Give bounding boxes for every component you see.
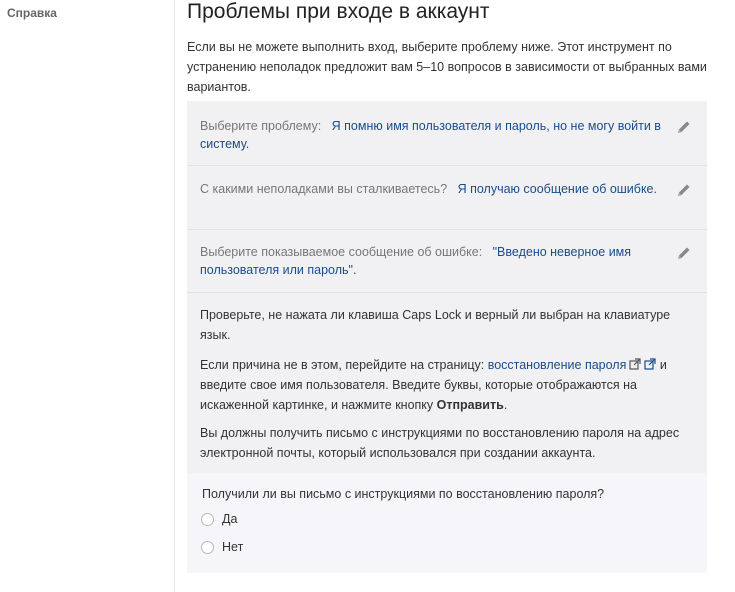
step-3 (200, 243, 670, 279)
step-question: Выберите проблему: (200, 119, 322, 133)
divider (187, 165, 707, 166)
radio-label: Да (222, 512, 238, 526)
radio-button[interactable] (201, 541, 214, 554)
intro-text: Если вы не можете выполнить вход, выберите проблему ниже. Этот инструмент по устранению неполадок предложит вам 5–10 вопросов в зависимости от выбранных вами вариантов. (187, 40, 707, 94)
divider (187, 229, 707, 230)
left-nav (0, 0, 175, 592)
troubleshooter-panel (187, 101, 707, 573)
followup-question: Получили ли вы письмо с инструкциями по восстановлению пароля? (202, 487, 605, 501)
send-button-name: Отправить (436, 398, 504, 412)
advice-capslock: Проверьте, не нажата ли клавиша Caps Lock и верный ли выбран на клавиатуре язык. (200, 308, 671, 342)
page-title: Проблемы при входе в аккаунт (187, 0, 490, 23)
step-2 (200, 180, 670, 198)
radio-option-no[interactable] (201, 540, 243, 554)
divider (187, 292, 707, 293)
step-answer[interactable]: Я помню имя пользователя и пароль, но не могу войти в систему. (200, 119, 661, 151)
radio-button[interactable] (201, 513, 214, 526)
pencil-icon[interactable] (676, 245, 692, 261)
advice-text: и введите свое имя пользователя. Введите буквы, которые отображаются на искаженной картинке, и нажмите кнопку (200, 358, 667, 412)
step-answer[interactable]: Я получаю сообщение об ошибке. (457, 182, 657, 196)
advice-text: . (503, 398, 508, 412)
followup-question-box (187, 473, 707, 573)
step-answer[interactable]: "Введено неверное имя пользователя или пароль". (200, 245, 632, 277)
step-1 (200, 117, 670, 153)
radio-label: Нет (222, 540, 244, 554)
advice-email: Вы должны получить письмо с инструкциями по восстановлению пароля на адрес электронной почты, который использовался при создании аккаунта. (200, 426, 680, 460)
help-nav-link[interactable]: Справка (7, 6, 57, 20)
step-question: Выберите показываемое сообщение об ошибке: (200, 245, 483, 259)
external-link-icon[interactable] (644, 358, 656, 370)
advice-text: Если причина не в этом, перейдите на страницу: (200, 358, 488, 372)
advice-password-recovery (200, 355, 695, 415)
radio-option-yes[interactable] (201, 512, 237, 526)
step-question: С какими неполадками вы сталкиваетесь? (200, 182, 448, 196)
password-recovery-link[interactable]: восстановление пароля (487, 358, 627, 372)
external-link-icon (629, 358, 641, 370)
pencil-icon[interactable] (676, 119, 692, 135)
pencil-icon[interactable] (676, 182, 692, 198)
